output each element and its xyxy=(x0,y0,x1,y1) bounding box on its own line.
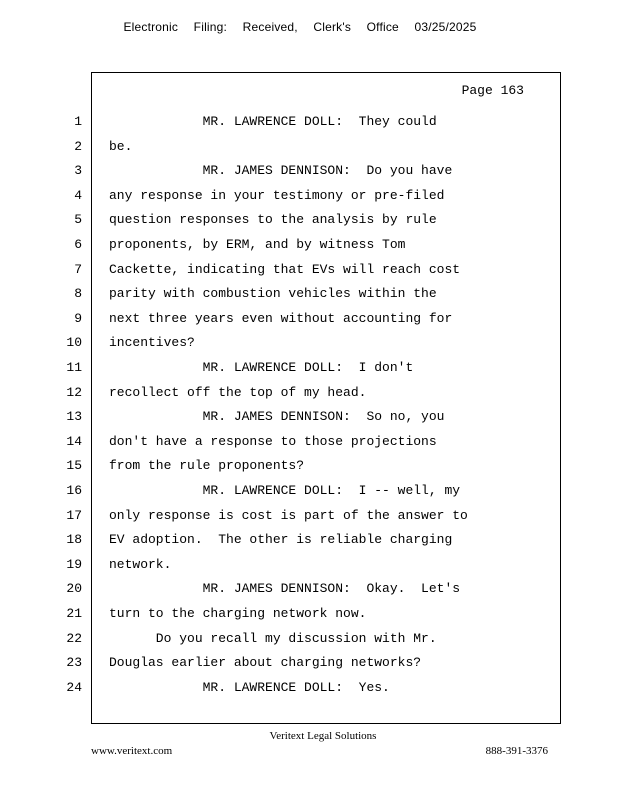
footer-phone: 888-391-3376 xyxy=(485,745,548,757)
line-number: 8 xyxy=(74,286,82,302)
header-word: Office xyxy=(366,20,399,34)
transcript-line: recollect off the top of my head. xyxy=(109,384,367,400)
transcript-line: turn to the charging network now. xyxy=(109,606,367,621)
transcript-line: Cackette, indicating that EVs will reach cost xyxy=(109,261,461,277)
transcript-line: proponents, by ERM, and by witness Tom xyxy=(109,237,406,252)
line-number: 4 xyxy=(74,187,82,203)
line-number: 3 xyxy=(74,163,82,179)
header-word: Clerk's xyxy=(313,20,352,34)
line-number: 6 xyxy=(74,237,82,252)
footer-website: www.veritext.com xyxy=(91,745,173,757)
footer-company: Veritext Legal Solutions xyxy=(269,730,377,742)
transcript-line: MR. JAMES DENNISON: Okay. Let's xyxy=(109,581,461,597)
transcript-line: parity with combustion vehicles within the xyxy=(109,286,437,302)
transcript-line: MR. LAWRENCE DOLL: I don't xyxy=(109,360,414,375)
line-number: 13 xyxy=(66,409,82,425)
header-word: Received, xyxy=(242,20,298,34)
line-number: 7 xyxy=(74,261,82,277)
transcript-line: next three years even without accounting for xyxy=(109,310,453,326)
line-number: 21 xyxy=(66,606,82,621)
transcript-line: MR. JAMES DENNISON: Do you have xyxy=(109,163,453,179)
line-number: 5 xyxy=(74,212,82,228)
transcript-line: Do you recall my discussion with Mr. xyxy=(109,630,437,646)
line-number: 9 xyxy=(74,310,82,326)
transcript-line: be. xyxy=(109,138,133,154)
line-number: 24 xyxy=(66,679,82,695)
filing-header xyxy=(0,20,600,34)
line-number: 2 xyxy=(74,138,82,154)
transcript-line: Douglas earlier about charging networks? xyxy=(109,655,422,671)
line-number: 11 xyxy=(66,360,82,375)
header-word: Electronic xyxy=(123,20,179,34)
line-number: 15 xyxy=(66,458,82,474)
line-number: 17 xyxy=(66,507,82,523)
transcript-line: EV adoption. The other is reliable charging xyxy=(109,532,453,548)
line-number: 23 xyxy=(66,655,82,671)
transcript-line: incentives? xyxy=(109,335,195,351)
line-number: 14 xyxy=(66,433,82,449)
transcript-line: MR. LAWRENCE DOLL: They could xyxy=(109,114,437,129)
transcript-line: question responses to the analysis by rule xyxy=(109,212,437,228)
transcript-line: network. xyxy=(109,556,172,572)
page-number: Page 163 xyxy=(461,83,524,98)
line-number: 10 xyxy=(66,335,82,351)
line-number: 22 xyxy=(66,630,82,646)
transcript-line: any response in your testimony or pre-filed xyxy=(109,187,445,203)
transcript-line: MR. JAMES DENNISON: So no, you xyxy=(109,409,445,425)
transcript-line: only response is cost is part of the answer to xyxy=(109,507,468,523)
transcript-line: MR. LAWRENCE DOLL: I -- well, my xyxy=(109,483,461,498)
line-number: 12 xyxy=(66,384,82,400)
line-number: 18 xyxy=(66,532,82,548)
transcript-line: MR. LAWRENCE DOLL: Yes. xyxy=(109,679,390,695)
line-number: 20 xyxy=(66,581,82,597)
line-number: 16 xyxy=(66,483,82,498)
line-number: 1 xyxy=(74,114,82,129)
header-word: Filing: xyxy=(193,20,228,34)
transcript-line: from the rule proponents? xyxy=(109,458,305,474)
header-date: 03/25/2025 xyxy=(414,20,477,34)
transcript-line: don't have a response to those projections xyxy=(109,433,437,449)
line-number: 19 xyxy=(66,556,82,572)
